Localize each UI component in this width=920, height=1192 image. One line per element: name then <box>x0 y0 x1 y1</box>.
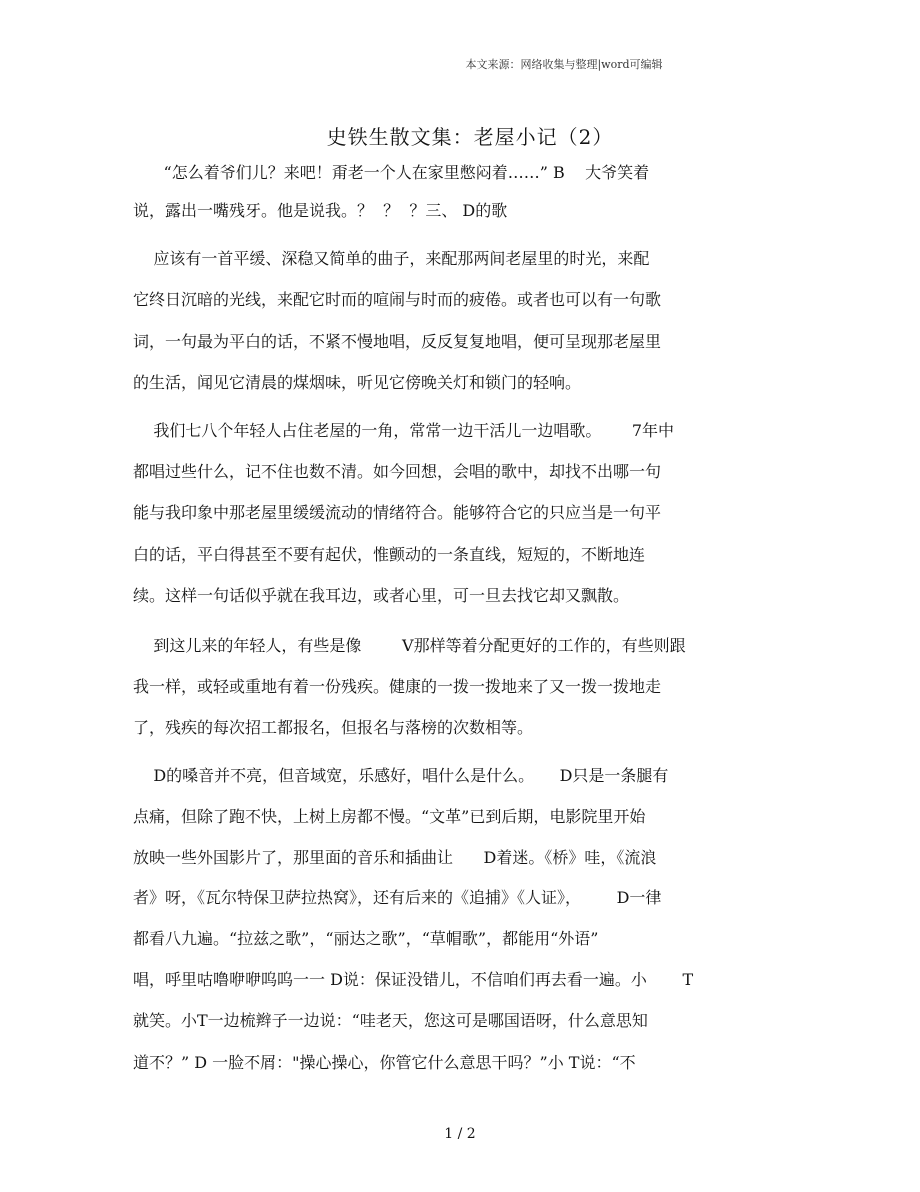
body-line: 词，一句最为平白的话，不紧不慢地唱，反反复复地唱，便可呈现那老屋里 <box>133 332 662 351</box>
body-line: “怎么着爷们儿？来吧！甭老一个人在家里憋闷着……” B 大爷笑着 <box>133 163 650 182</box>
body-line: 放映一些外国影片了，那里面的音乐和插曲让 D着迷。《桥》哇，《流浪 <box>133 848 657 867</box>
body-line: 白的话，平白得甚至不要有起伏，惟颤动的一条直线，短短的，不断地连 <box>133 545 646 564</box>
body-line: 都看八九遍。“拉兹之歌”，“丽达之歌”，“草帽歌”，都能用“外语” <box>133 929 599 948</box>
body-line: 者》呀，《瓦尔特保卫萨拉热窝》，还有后来的《追捕》《人证》， D一律 <box>133 888 662 907</box>
body-line: 到这儿来的年轻人，有些是像 V那样等着分配更好的工作的，有些则跟 <box>133 636 686 655</box>
body-line: 都唱过些什么，记不住也数不清。如今回想，会唱的歌中，却找不出哪一句 <box>133 462 662 481</box>
body-line: 唱，呼里咕噜咿咿呜呜一一 D说：保证没错儿，不信咱们再去看一遍。小 T <box>133 970 694 989</box>
page-title: 史铁生散文集：老屋小记（2） <box>326 125 614 149</box>
page-number: 1 / 2 <box>444 1126 476 1142</box>
body-line: 我们七八个年轻人占住老屋的一角，常常一边干活儿一边唱歌。 7年中 <box>133 421 675 440</box>
source-note: 本文来源：网络收集与整理|word可编辑 <box>465 58 663 71</box>
body-line: 道不？” D 一脸不屑："操心操心，你管它什么意思干吗？”小 T说：“不 <box>133 1053 636 1072</box>
body-line: 续。这样一句话似乎就在我耳边，或者心里，可一旦去找它却又飘散。 <box>133 586 630 605</box>
body-line: 点痛，但除了跑不快，上树上房都不慢。“文革”已到后期，电影院里开始 <box>133 807 646 826</box>
body-line: 就笑。小T一边梳辫子一边说：“哇老天，您这可是哪国语呀，什么意思知 <box>133 1011 648 1030</box>
body-line: 应该有一首平缓、深稳又简单的曲子，来配那两间老屋里的时光，来配 <box>133 249 650 268</box>
body-line: 的生活，闻见它清晨的煤烟味，听见它傍晚关灯和锁门的轻响。 <box>133 373 582 392</box>
body-line: D的嗓音并不亮，但音域宽，乐感好，唱什么是什么。 D只是一条腿有 <box>133 766 669 785</box>
body-line: 我一样，或轻或重地有着一份残疾。健康的一拨一拨地来了又一拨一拨地走 <box>133 677 662 696</box>
body-line: 它终日沉暗的光线，来配它时而的喧闹与时而的疲倦。或者也可以有一句歌 <box>133 290 662 309</box>
body-line: 能与我印象中那老屋里缓缓流动的情绪符合。能够符合它的只应当是一句平 <box>133 503 662 522</box>
body-line: 了，残疾的每次招工都报名，但报名与落榜的次数相等。 <box>133 718 534 737</box>
body-line: 说，露出一嘴残牙。他是说我。？ ？ ？三、 D的歌 <box>133 201 508 220</box>
